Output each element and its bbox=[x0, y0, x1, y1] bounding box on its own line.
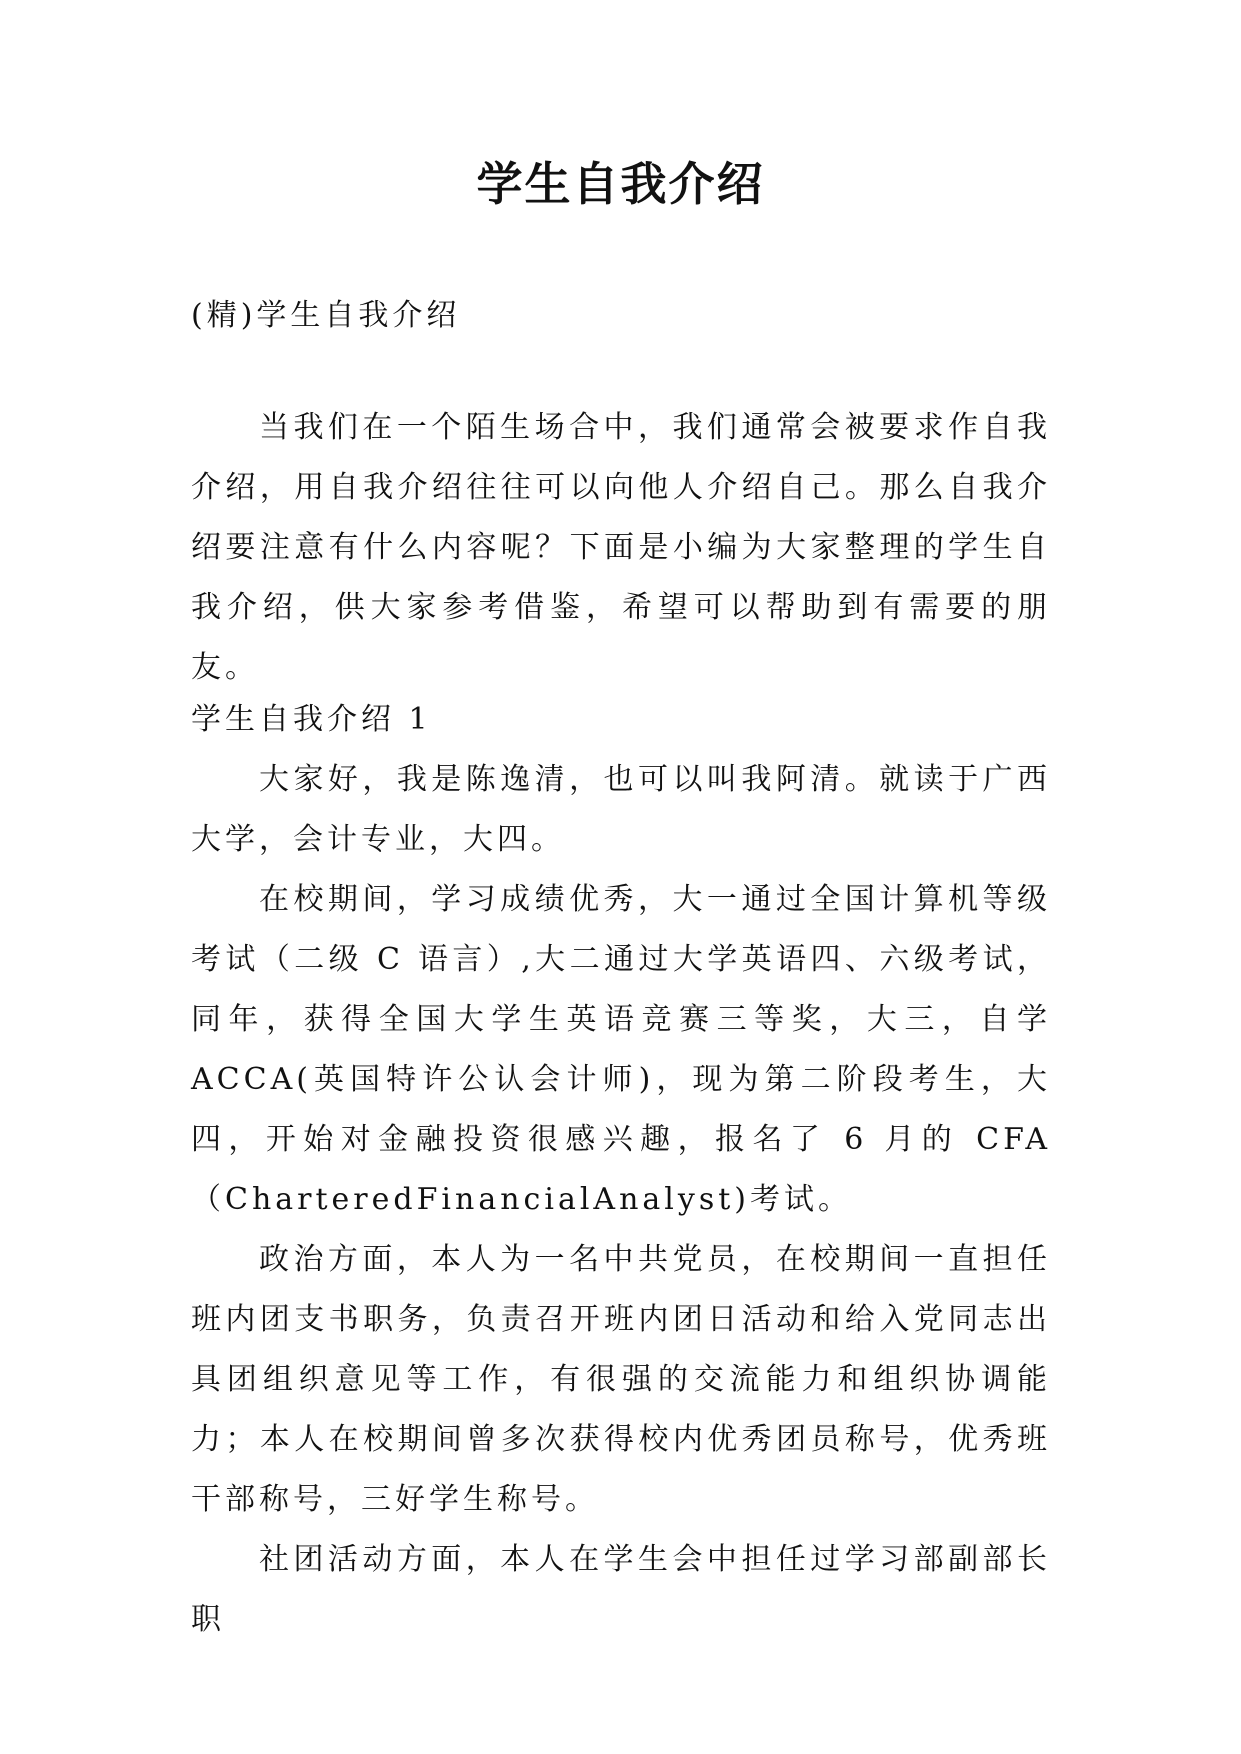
document-title: 学生自我介绍 bbox=[476, 157, 765, 211]
paragraph-activities: 社团活动方面，本人在学生会中担任过学习部副部长职 bbox=[191, 1542, 1051, 1637]
intro-block bbox=[191, 398, 1051, 698]
paragraph-greeting: 大家好，我是陈逸清，也可以叫我阿清。就读于广西大学，会计专业，大四。 bbox=[191, 762, 1051, 857]
section-heading: 学生自我介绍 1 bbox=[191, 702, 432, 737]
paragraph-politics: 政治方面，本人为一名中共党员，在校期间一直担任班内团支书职务，负责召开班内团日活动和给入党同志出具团组织意见等工作，有很强的交流能力和组织协调能力；本人在校期间曾多次获得校内优秀团员称号，优秀班干部称号，三好学生称号。 bbox=[191, 1242, 1051, 1517]
document-subtitle: (精)学生自我介绍 bbox=[191, 298, 461, 333]
section-content bbox=[191, 750, 1051, 1650]
intro-paragraph: 当我们在一个陌生场合中，我们通常会被要求作自我介绍，用自我介绍往往可以向他人介绍自己。那么自我介绍要注意有什么内容呢？下面是小编为大家整理的学生自我介绍，供大家参考借鉴，希望可以帮助到有需要的朋友。 bbox=[191, 410, 1051, 685]
paragraph-studies: 在校期间，学习成绩优秀，大一通过全国计算机等级考试（二级 C 语言）,大二通过大学英语四、六级考试，同年，获得全国大学生英语竞赛三等奖，大三，自学 ACCA(英国特许公认会计师)，现为第二阶段考生，大四，开始对金融投资很感兴趣，报名了 6 月的 CFA（CharteredFinancialAnalyst)考试。 bbox=[191, 882, 1051, 1217]
